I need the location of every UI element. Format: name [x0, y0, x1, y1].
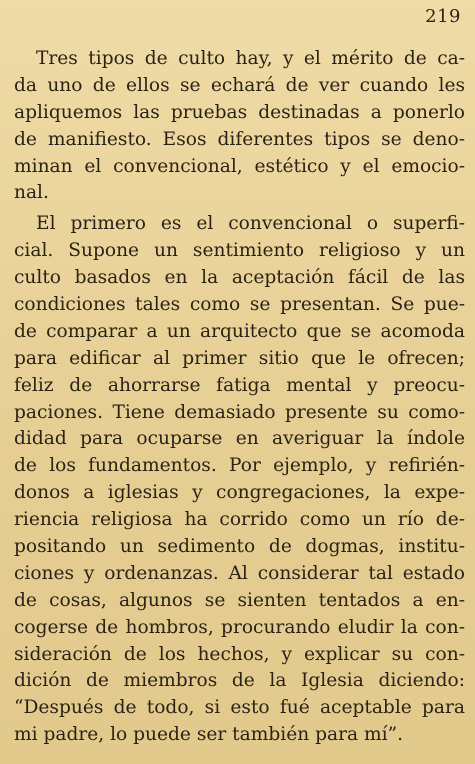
text-line: paciones. Tiene demasiado presente su como- — [14, 401, 465, 423]
text-line: culto basados en la aceptación fácil de las — [14, 267, 465, 289]
text-line: da uno de ellos se echará de ver cuando les — [14, 74, 465, 96]
text-line: didad para ocuparse en averiguar la índole — [14, 428, 465, 450]
text-line: de comparar a un arquitecto que se acomoda — [14, 320, 465, 342]
paragraph-1 — [14, 46, 465, 207]
text-line: Tres tipos de culto hay, y el mérito de ca- — [36, 48, 465, 69]
text-line: “Después de todo, si esto fué aceptable para — [14, 697, 465, 719]
text-line: de cosas, algunos se sienten tentados a en- — [14, 589, 465, 611]
text-line: para edificar al primer sitio que le ofrecen; — [14, 347, 465, 369]
text-line: feliz de ahorrarse fatiga mental y preocu- — [14, 374, 465, 396]
text-line: minan el convencional, estético y el emocio- — [14, 155, 465, 177]
text-line: sideración de los hechos, y explicar su con- — [14, 643, 465, 665]
text-line: nal. — [14, 182, 49, 204]
page-number: 219 — [425, 6, 461, 27]
body-text — [14, 46, 465, 749]
text-line: condiciones tales como se presentan. Se pue- — [14, 294, 465, 316]
text-line: positando un sedimento de dogmas, institu- — [14, 536, 465, 558]
text-line: apliquemos las pruebas destinadas a ponerlo — [14, 101, 465, 123]
paragraph-2 — [14, 211, 465, 749]
text-line: donos a iglesias y congregaciones, la expe- — [14, 482, 465, 504]
text-line: dición de miembros de la Iglesia diciendo: — [14, 670, 465, 692]
text-line: de manifiesto. Esos diferentes tipos se deno- — [14, 128, 465, 150]
text-line: cial. Supone un sentimiento religioso y un — [14, 240, 465, 262]
text-line: mi padre, lo puede ser también para mí”. — [14, 724, 403, 746]
text-line: El primero es el convencional o superfi- — [36, 213, 465, 235]
text-line: cogerse de hombros, procurando eludir la con- — [14, 616, 465, 638]
text-line: ciones y ordenanzas. Al considerar tal estado — [14, 562, 465, 584]
text-line: riencia religiosa ha corrido como un río de- — [14, 509, 465, 531]
text-line: de los fundamentos. Por ejemplo, y refirién- — [14, 455, 465, 477]
